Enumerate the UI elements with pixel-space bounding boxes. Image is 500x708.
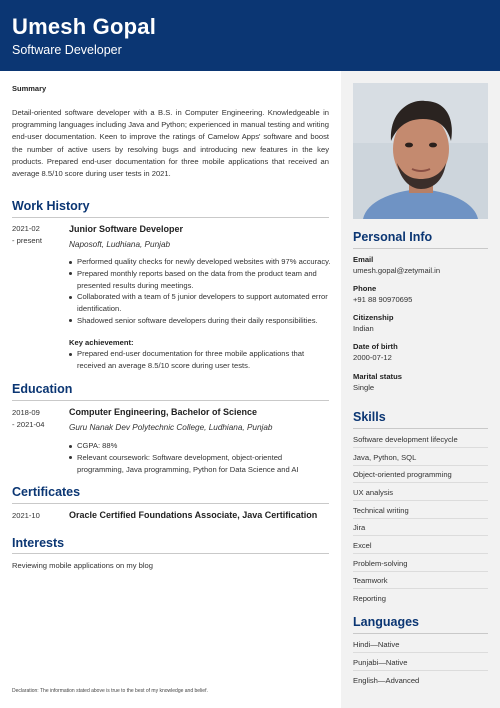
education-heading: Education [12, 382, 73, 396]
dob-value: 2000-07-12 [353, 353, 392, 362]
skill-item: Reporting [353, 594, 386, 603]
language-item: Hindi—Native [353, 640, 400, 649]
language-divider [353, 670, 488, 671]
skill-divider [353, 465, 488, 466]
language-item: Punjabi—Native [353, 658, 408, 667]
list-item: Prepared monthly reports based on the data from the product team and presented results during meetings. [69, 268, 331, 292]
work-history-heading: Work History [12, 199, 90, 213]
list-item: Shadowed senior software developers during their daily responsibilities. [69, 315, 331, 327]
languages-heading: Languages [353, 615, 419, 629]
education-divider [12, 400, 329, 401]
email-value: umesh.gopal@zetymail.in [353, 266, 441, 275]
skill-item: Problem-solving [353, 559, 408, 568]
marital-status-value: Single [353, 383, 375, 392]
resume-header [0, 0, 500, 71]
work-date-end: - present [12, 236, 42, 245]
certificates-divider [12, 503, 329, 504]
certificates-heading: Certificates [12, 485, 81, 499]
skill-divider [353, 553, 488, 554]
personal-info-heading: Personal Info [353, 230, 433, 244]
skill-divider [353, 447, 488, 448]
language-item: English—Advanced [353, 676, 420, 685]
profile-photo-image [353, 83, 488, 219]
list-item: Relevant coursework: Software development, object-oriented programming, Java programming, Python for Data Science and AI [69, 452, 331, 476]
skill-item: UX analysis [353, 488, 394, 497]
candidate-role: Software Developer [12, 43, 122, 57]
summary-text: Detail-oriented software developer with a B.S. in Computer Engineering. Knowledgeable in programming languages including Java and Python; experienced in manual testing and writing end-user documentation. Keen to improve the ratings of Camelow Apps' software and boost the number of active users by resolving bugs and introducing new features in the key products. Prepared end-user documentation for three mobile applications that received an average 8.5/10 score during user tests in 2021. [12, 108, 329, 179]
company-name: Naposoft, Ludhiana, Punjab [69, 240, 171, 249]
degree-title: Computer Engineering, Bachelor of Science [69, 407, 258, 417]
certificate-name: Oracle Certified Foundations Associate, Java Certification [69, 510, 318, 520]
email-label: Email [353, 255, 374, 264]
list-item: Prepared end-user documentation for three mobile applications that received an average 8.5/10 score during user tests. [69, 348, 331, 372]
language-divider [353, 652, 488, 653]
education-bullet-list [69, 440, 331, 475]
work-date-start: 2021-02 [12, 224, 40, 233]
skill-item: Object-oriented programming [353, 470, 452, 479]
skill-item: Java, Python, SQL [353, 453, 417, 462]
list-item: Collaborated with a team of 5 junior developers to support automated error identification. [69, 291, 331, 315]
skill-divider [353, 482, 488, 483]
work-history-divider [12, 217, 329, 218]
list-item: Performed quality checks for newly developed websites with 97% accuracy. [69, 256, 331, 268]
marital-status-label: Marital status [353, 372, 402, 381]
skills-heading: Skills [353, 410, 386, 424]
interests-divider [12, 553, 329, 554]
profile-photo [353, 83, 488, 219]
interests-heading: Interests [12, 536, 65, 550]
edu-date-start: 2018-09 [12, 408, 40, 417]
skill-item: Excel [353, 541, 372, 550]
skill-divider [353, 535, 488, 536]
edu-date-end: - 2021-04 [12, 420, 45, 429]
skill-divider [353, 571, 488, 572]
phone-value: +91 88 90970695 [353, 295, 413, 304]
phone-label: Phone [353, 284, 377, 293]
job-title: Junior Software Developer [69, 224, 184, 234]
skill-divider [353, 500, 488, 501]
summary-heading: Summary [12, 84, 47, 93]
personal-info-divider [353, 248, 488, 249]
declaration-text: Declaration: The information stated above is true to the best of my knowledge and belief. [12, 688, 208, 694]
skill-divider [353, 588, 488, 589]
skill-item: Technical writing [353, 506, 409, 515]
work-bullet-list [69, 256, 331, 327]
citizenship-label: Citizenship [353, 313, 394, 322]
candidate-name: Umesh Gopal [12, 14, 157, 39]
list-item: CGPA: 88% [69, 440, 331, 452]
achievement-list [69, 348, 331, 372]
skill-divider [353, 518, 488, 519]
key-achievement-label: Key achievement: [69, 338, 134, 347]
citizenship-value: Indian [353, 324, 374, 333]
interest-item: Reviewing mobile applications on my blog [12, 561, 153, 570]
skill-item: Software development lifecycle [353, 435, 458, 444]
languages-divider [353, 633, 488, 634]
dob-label: Date of birth [353, 342, 398, 351]
school-name: Guru Nanak Dev Polytechnic College, Ludhiana, Punjab [69, 423, 273, 432]
skill-item: Teamwork [353, 576, 388, 585]
skills-divider [353, 428, 488, 429]
certificate-date: 2021-10 [12, 511, 40, 520]
skill-item: Jira [353, 523, 366, 532]
